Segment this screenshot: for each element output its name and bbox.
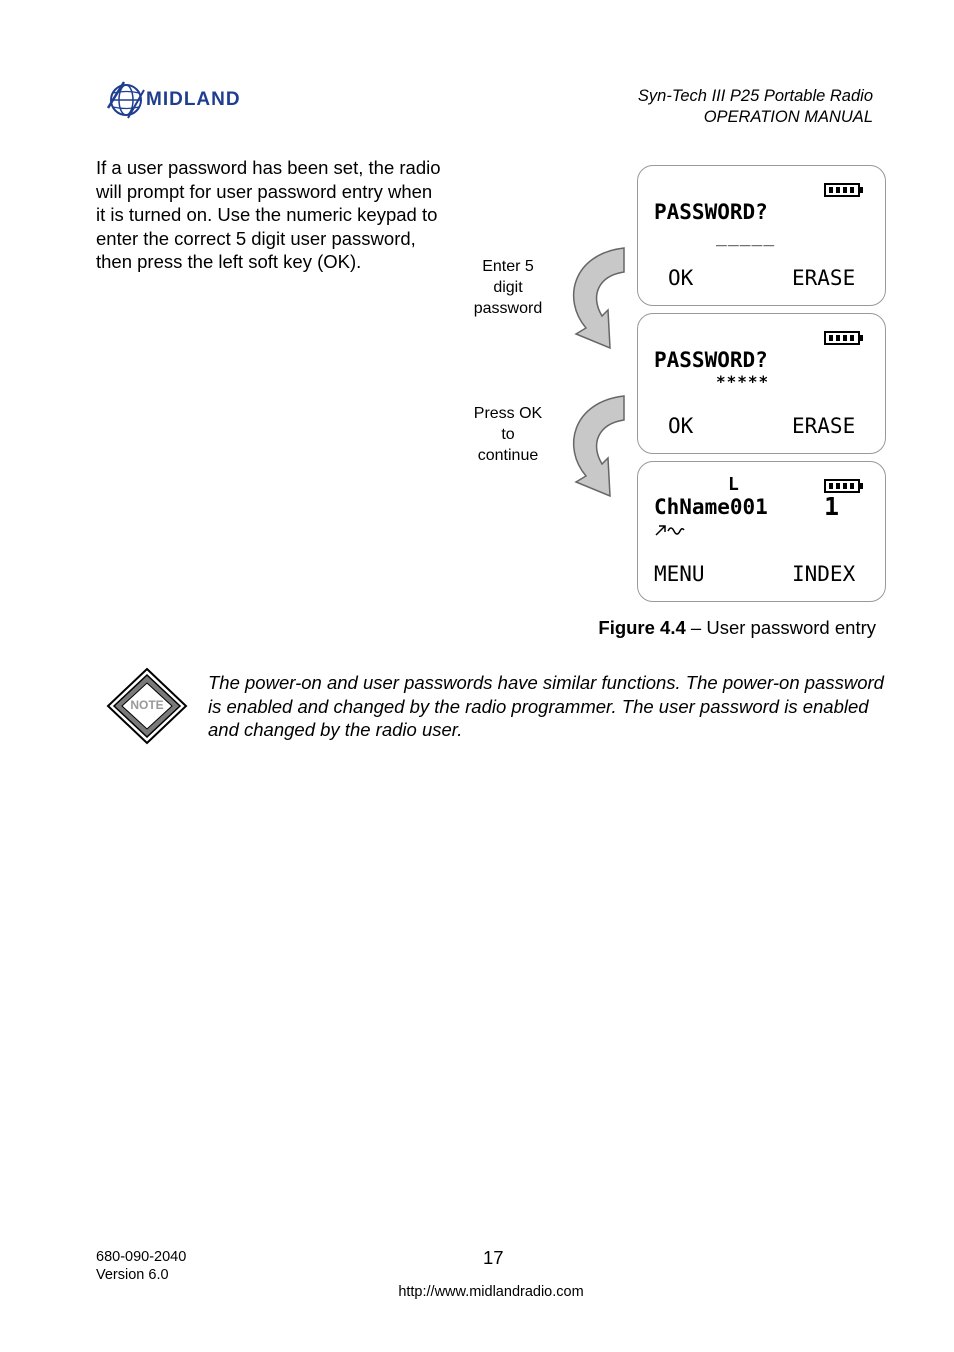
right-soft-key-label: INDEX — [792, 562, 856, 586]
logo-text: MIDLAND — [146, 89, 241, 110]
right-soft-key-label: ERASE — [792, 266, 856, 290]
body-paragraph: If a user password has been set, the radio will prompt for user password entry when it is turned on. Use the numeric keypad to enter the correct 5 digit user password, then press the left soft key (OK). — [96, 157, 441, 272]
right-soft-key-label: ERASE — [792, 414, 856, 438]
radio-screen-password-empty — [637, 165, 886, 306]
page-number: 17 — [483, 1247, 504, 1268]
step1-label-line: Enter 5 — [482, 258, 534, 275]
battery-icon — [824, 183, 864, 197]
step2-label-line: Press OK — [473, 405, 543, 422]
screen-title: PASSWORD? — [654, 200, 768, 224]
channel-index: 1 — [824, 492, 840, 521]
figure-caption-text: – User password entry — [685, 617, 876, 638]
left-soft-key-label: OK — [668, 266, 694, 290]
figure-caption — [598, 617, 876, 639]
header-title: Syn-Tech III P25 Portable Radio — [637, 87, 873, 105]
curved-arrow-icon — [568, 244, 630, 364]
screen-title: PASSWORD? — [654, 348, 768, 372]
step2-label-line: to — [501, 426, 515, 443]
curved-arrow-icon — [568, 392, 630, 512]
password-entry-field: ***** — [716, 372, 770, 391]
step1-label — [453, 256, 563, 319]
step2-label — [453, 403, 563, 466]
doc-number: 680-090-2040 — [96, 1249, 187, 1265]
radio-screen-password-entered — [637, 313, 886, 454]
note-text: The power-on and user passwords have similar functions. The power-on password is enabled and changed by the radio programmer. The user password is enabled and changed by the radio user. — [208, 672, 884, 740]
note-icon-label: NOTE — [130, 698, 164, 712]
left-soft-key-label: MENU — [654, 562, 705, 586]
step2-label-line: continue — [477, 447, 539, 464]
footer-doc-info — [96, 1248, 186, 1284]
figure-number: Figure 4.4 — [598, 617, 686, 638]
password-entry-field: _____ — [716, 226, 776, 247]
globe-icon — [106, 78, 146, 122]
channel-name: ChName001 — [654, 495, 768, 519]
document-header — [638, 86, 873, 128]
header-subtitle: OPERATION MANUAL — [703, 108, 873, 126]
doc-version: Version 6.0 — [96, 1267, 169, 1283]
radio-screen-channel — [637, 461, 886, 602]
step1-label-line: digit — [493, 279, 523, 296]
left-soft-key-label: OK — [668, 414, 694, 438]
battery-icon — [824, 331, 864, 345]
step1-label-line: password — [473, 300, 543, 317]
battery-icon — [824, 479, 864, 493]
top-indicator: L — [728, 474, 739, 495]
note-icon — [106, 667, 188, 745]
footer-url: http://www.midlandradio.com — [398, 1284, 584, 1300]
signal-icon — [654, 523, 686, 537]
